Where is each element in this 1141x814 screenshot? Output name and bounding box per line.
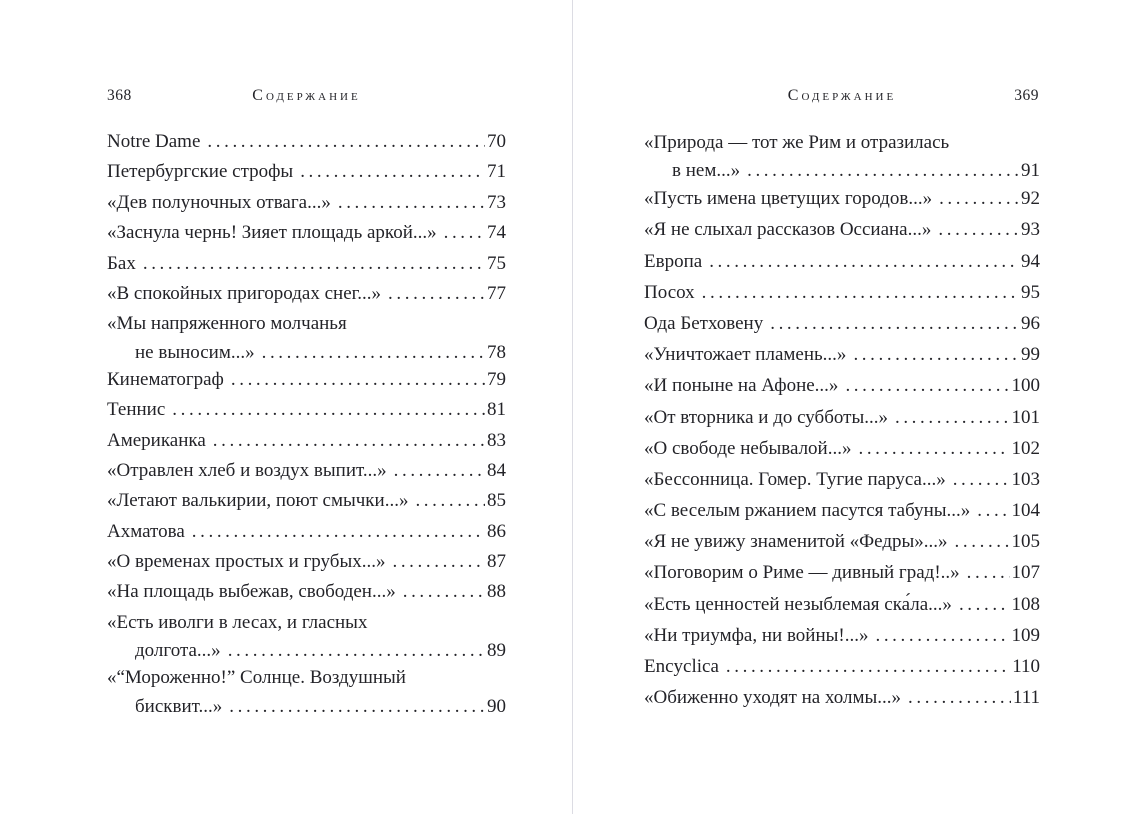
toc-entry-line xyxy=(644,557,1040,588)
dot-leader xyxy=(403,577,485,607)
dot-leader xyxy=(702,277,1019,308)
toc-entry-title: «Заснула чернь! Зияет площадь аркой...» xyxy=(107,222,437,244)
toc-entry-title: «О свободе небывалой...» xyxy=(644,437,852,459)
toc-entry-page-number: 89 xyxy=(487,640,506,662)
toc-entry-page-number: 102 xyxy=(1011,437,1040,459)
toc-entry-title: «Отравлен хлеб и воздух выпит...» xyxy=(107,459,387,481)
dot-leader xyxy=(967,557,1010,588)
toc-entry-title: Петербургские строфы xyxy=(107,161,294,183)
toc-list xyxy=(107,127,506,719)
toc-entry-title: «Пусть имена цветущих городов...» xyxy=(644,188,933,210)
toc-entry-line xyxy=(644,214,1040,245)
dot-leader xyxy=(228,638,485,663)
toc-entry-line xyxy=(644,526,1040,557)
dot-leader xyxy=(262,340,485,365)
toc-entry-line xyxy=(107,663,506,693)
dot-leader xyxy=(394,456,485,486)
toc-entry-page-number: 93 xyxy=(1021,219,1040,241)
toc-entry-page-number: 104 xyxy=(1011,500,1040,522)
toc-entry-title: долгота...» xyxy=(135,640,221,662)
dot-leader xyxy=(770,308,1019,339)
toc-entry-page-number: 79 xyxy=(487,368,506,390)
dot-leader xyxy=(143,249,485,279)
dot-leader xyxy=(338,188,485,218)
toc-entry-line xyxy=(644,464,1040,495)
toc-entry-title: «Уничтожает пламень...» xyxy=(644,344,847,366)
toc-entry-title: «В спокойных пригородах снег...» xyxy=(107,282,382,304)
dot-leader xyxy=(858,433,1009,464)
page-divider xyxy=(572,0,573,814)
toc-entry-title: «Я не слыхал рассказов Оссиана...» xyxy=(644,219,932,241)
toc-entry-page-number: 109 xyxy=(1011,624,1040,646)
dot-leader xyxy=(444,218,485,248)
toc-entry-page-number: 74 xyxy=(487,222,506,244)
toc-entry-line xyxy=(107,426,506,456)
dot-leader xyxy=(415,486,485,516)
dot-leader xyxy=(953,464,1010,495)
toc-entry-title: Ода Бетховену xyxy=(644,312,764,334)
toc-entry-title: Notre Dame xyxy=(107,131,201,152)
toc-entry-title: «Обиженно уходят на холмы...» xyxy=(644,687,902,709)
toc-entry-line xyxy=(107,127,506,157)
toc-entry-title: Теннис xyxy=(107,399,166,421)
dot-leader xyxy=(747,158,1019,183)
toc-entry-page-number: 95 xyxy=(1021,281,1040,303)
toc-entry-line xyxy=(107,340,506,365)
toc-entry-title: «Есть иволги в лесах, и гласных xyxy=(107,611,368,633)
dot-leader xyxy=(231,365,485,395)
dot-leader xyxy=(172,395,485,425)
toc-entry-line xyxy=(107,395,506,425)
toc-entry-page-number: 77 xyxy=(487,282,506,304)
toc-entry-line xyxy=(644,402,1040,433)
toc-entry-line xyxy=(644,433,1040,464)
toc-entry-page-number: 105 xyxy=(1011,531,1040,553)
toc-entry-title: «Ни триумфа, ни войны!...» xyxy=(644,624,869,646)
dot-leader xyxy=(388,279,485,309)
toc-entry-line xyxy=(644,651,1040,682)
toc-entry-line xyxy=(107,157,506,187)
toc-entry-title: «На площадь выбежав, свободен...» xyxy=(107,581,396,603)
page-header xyxy=(107,87,506,109)
toc-entry-line xyxy=(107,547,506,577)
toc-entry-line xyxy=(107,249,506,279)
toc-entry-line xyxy=(107,365,506,395)
toc-entry-page-number: 111 xyxy=(1012,687,1040,709)
toc-entry-title: Ахматова xyxy=(107,520,185,542)
toc-entry-line xyxy=(644,682,1040,713)
toc-entry-title: «О временах простых и грубых...» xyxy=(107,551,386,573)
toc-entry-page-number: 71 xyxy=(487,161,506,183)
toc-entry-title: «Дев полуночных отвага...» xyxy=(107,191,331,213)
toc-entry-page-number: 81 xyxy=(487,399,506,421)
dot-leader xyxy=(895,402,1010,433)
toc-entry-line xyxy=(644,495,1040,526)
toc-entry-page-number: 87 xyxy=(487,551,506,573)
toc-entry-title: «От вторника и до субботы...» xyxy=(644,406,888,428)
dot-leader xyxy=(207,127,485,157)
page-number-folio: 368 xyxy=(107,87,132,104)
toc-entry-page-number: 92 xyxy=(1021,188,1040,210)
toc-entry-title: «Поговорим о Риме — дивный град!..» xyxy=(644,562,960,584)
toc-entry-line xyxy=(107,608,506,638)
page-header xyxy=(644,87,1040,109)
running-header: Содержание xyxy=(252,87,361,104)
toc-entry-title: Кинематограф xyxy=(107,368,224,390)
toc-entry-page-number: 107 xyxy=(1011,562,1040,584)
toc-entry-title: «Бессонница. Гомер. Тугие паруса...» xyxy=(644,468,946,490)
toc-entry-line xyxy=(107,694,506,719)
toc-entry-page-number: 85 xyxy=(487,490,506,512)
toc-entry-line xyxy=(107,218,506,248)
toc-entry-title: «Мы напряженного молчанья xyxy=(107,313,347,335)
toc-entry-title: «Есть ценностей незыблемая ска́ла...» xyxy=(644,593,952,615)
dot-leader xyxy=(959,589,1010,620)
dot-leader xyxy=(977,495,1009,526)
page-right xyxy=(644,0,1040,814)
toc-entry-line xyxy=(107,486,506,516)
toc-entry-page-number: 101 xyxy=(1011,406,1040,428)
toc-entry-page-number: 88 xyxy=(487,581,506,603)
toc-entry-line xyxy=(644,277,1040,308)
running-header: Содержание xyxy=(787,87,897,104)
toc-entry-page-number: 73 xyxy=(487,191,506,213)
dot-leader xyxy=(192,517,485,547)
dot-leader xyxy=(938,214,1019,245)
toc-entry-line xyxy=(107,577,506,607)
dot-leader xyxy=(955,526,1010,557)
toc-entry-page-number: 90 xyxy=(487,695,506,717)
dot-leader xyxy=(908,682,1011,713)
toc-entry-line xyxy=(644,589,1040,620)
toc-entry-title: «С веселым ржанием пасутся табуны...» xyxy=(644,500,971,522)
toc-entry-title: Американка xyxy=(107,429,206,451)
toc-entry-title: Бах xyxy=(107,252,136,274)
toc-entry-title: «Я не увижу знаменитой «Федры»...» xyxy=(644,531,948,553)
toc-entry-line xyxy=(644,620,1040,651)
toc-entry-title: в нем...» xyxy=(672,160,741,182)
toc-entry-page-number: 110 xyxy=(1012,656,1040,677)
toc-entry-page-number: 70 xyxy=(487,131,506,152)
dot-leader xyxy=(853,339,1019,370)
toc-entry-title: Европа xyxy=(644,250,703,272)
toc-entry-line xyxy=(644,308,1040,339)
dot-leader xyxy=(213,426,485,456)
toc-entry-page-number: 103 xyxy=(1011,468,1040,490)
toc-entry-line xyxy=(107,279,506,309)
toc-entry-line xyxy=(107,456,506,486)
toc-entry-title: бисквит...» xyxy=(135,695,223,717)
page-left xyxy=(107,0,506,814)
toc-entry-page-number: 99 xyxy=(1021,344,1040,366)
toc-entry-title: Encyclica xyxy=(644,656,719,677)
toc-entry-line xyxy=(644,339,1040,370)
toc-entry-title: Посох xyxy=(644,281,695,303)
dot-leader xyxy=(709,246,1019,277)
toc-entry-line xyxy=(644,183,1040,214)
toc-entry-line xyxy=(644,246,1040,277)
toc-entry-page-number: 100 xyxy=(1011,375,1040,397)
toc-entry-line xyxy=(107,517,506,547)
toc-entry-line xyxy=(107,188,506,218)
toc-entry-page-number: 91 xyxy=(1021,160,1040,182)
toc-entry-line xyxy=(644,158,1040,183)
toc-entry-page-number: 78 xyxy=(487,341,506,363)
toc-entry-page-number: 83 xyxy=(487,429,506,451)
toc-entry-line xyxy=(107,638,506,663)
toc-entry-title: «“Мороженно!” Солнце. Воздушный xyxy=(107,667,406,689)
toc-entry-page-number: 86 xyxy=(487,520,506,542)
dot-leader xyxy=(300,157,485,187)
dot-leader xyxy=(726,651,1010,682)
dot-leader xyxy=(875,620,1009,651)
dot-leader xyxy=(939,183,1019,214)
toc-entry-line xyxy=(644,370,1040,401)
toc-entry-line xyxy=(644,127,1040,158)
dot-leader xyxy=(229,694,485,719)
toc-list xyxy=(644,127,1040,713)
toc-entry-title: «Летают валькирии, поют смычки...» xyxy=(107,490,409,512)
toc-entry-title: «И поныне на Афоне...» xyxy=(644,375,839,397)
toc-entry-page-number: 108 xyxy=(1011,593,1040,615)
dot-leader xyxy=(845,370,1009,401)
page-number-folio: 369 xyxy=(1014,87,1039,104)
toc-entry-page-number: 75 xyxy=(487,252,506,274)
toc-entry-title: не выносим...» xyxy=(135,341,255,363)
toc-entry-page-number: 84 xyxy=(487,459,506,481)
toc-entry-page-number: 96 xyxy=(1021,312,1040,334)
toc-entry-line xyxy=(107,309,506,339)
dot-leader xyxy=(392,547,485,577)
toc-entry-page-number: 94 xyxy=(1021,250,1040,272)
toc-entry-title: «Природа — тот же Рим и отразилась xyxy=(644,132,950,153)
